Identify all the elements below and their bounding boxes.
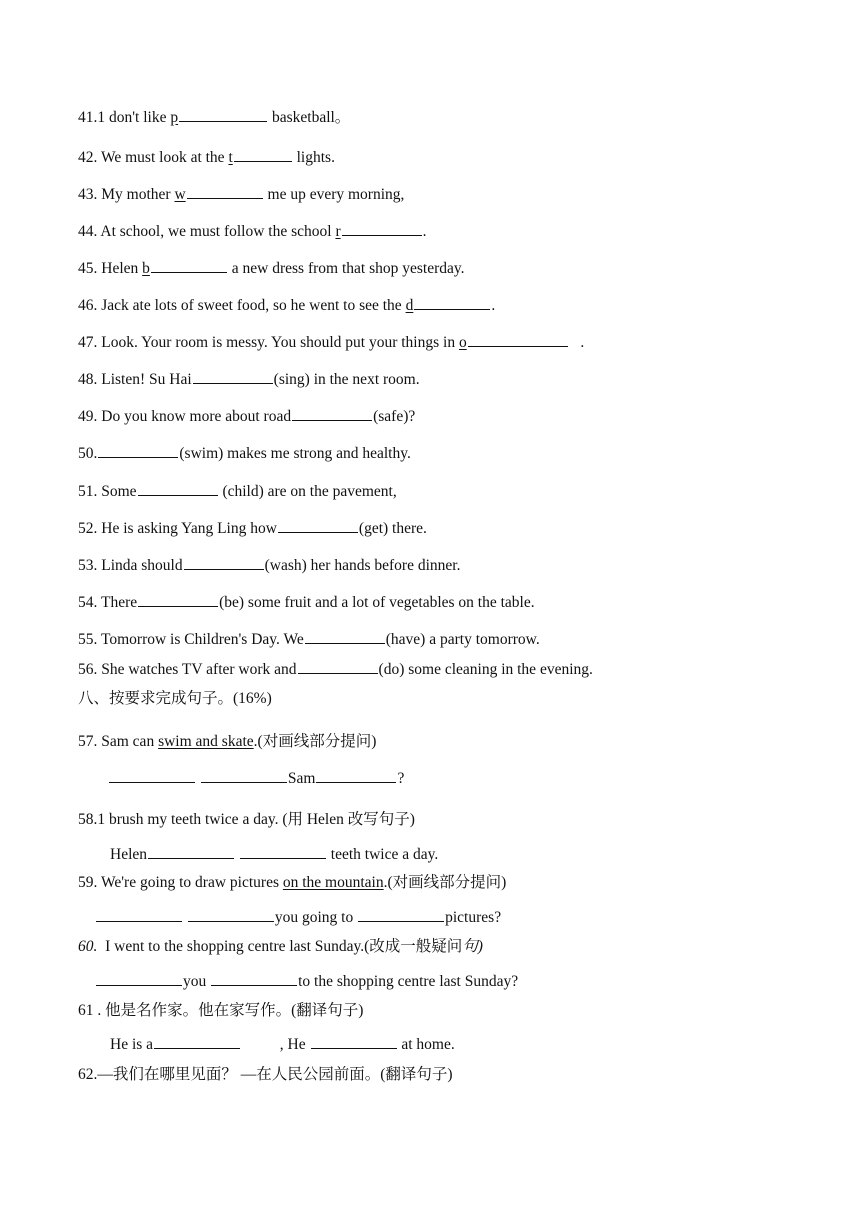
question-54: 54. There (be) some fruit and a lot of vegetables on the table. (78, 591, 535, 613)
question-55: 55. Tomorrow is Children's Day. We (have) a party tomorrow. (78, 628, 540, 650)
question-61: 61 . 他是名作家。他在家写作。(翻译句子) (78, 1002, 364, 1019)
answer-blank[interactable] (298, 658, 378, 674)
answer-blank[interactable] (138, 480, 218, 496)
answer-blank[interactable] (201, 767, 287, 783)
question-58: 58.1 brush my teeth twice a day. (用 Helen 改写句子) (78, 811, 415, 828)
answer-blank[interactable] (98, 442, 178, 458)
answer-blank[interactable] (109, 767, 195, 783)
question-59: 59. We're going to draw pictures on the mountain.(对画线部分提问) (78, 874, 507, 891)
answer-blank[interactable] (193, 368, 273, 384)
question-47: 47. Look. Your room is messy. You should put your things in o . (78, 331, 584, 353)
answer-blank[interactable] (316, 767, 396, 783)
underlined-phrase: swim and skate (158, 733, 254, 750)
answer-line-57: Sam ? (108, 767, 404, 789)
answer-blank[interactable] (468, 331, 568, 347)
answer-blank[interactable] (240, 843, 326, 859)
question-43: 43. My mother w me up every morning, (78, 183, 404, 205)
answer-blank[interactable] (311, 1033, 397, 1049)
hint-letter: t (228, 149, 233, 166)
answer-blank[interactable] (148, 843, 234, 859)
question-52: 52. He is asking Yang Ling how (get) there. (78, 517, 427, 539)
answer-blank[interactable] (342, 220, 422, 236)
answer-blank[interactable] (414, 294, 490, 310)
answer-blank[interactable] (292, 405, 372, 421)
question-57: 57. Sam can swim and skate.(对画线部分提问) (78, 733, 377, 750)
answer-blank[interactable] (188, 906, 274, 922)
answer-blank[interactable] (96, 970, 182, 986)
question-49: 49. Do you know more about road (safe)? (78, 405, 415, 427)
answer-line-60: you to the shopping centre last Sunday? (95, 970, 518, 992)
hint-letter: p (170, 109, 179, 126)
hint-letter: r (335, 223, 341, 240)
question-48: 48. Listen! Su Hai (sing) in the next room. (78, 368, 420, 390)
question-42: 42. We must look at the t lights. (78, 146, 335, 168)
answer-line-59: you going to pictures? (95, 906, 501, 928)
question-46: 46. Jack ate lots of sweet food, so he went to see the d . (78, 294, 495, 316)
answer-blank[interactable] (96, 906, 182, 922)
question-53: 53. Linda should (wash) her hands before dinner. (78, 554, 460, 576)
answer-blank[interactable] (184, 554, 264, 570)
answer-line-61: He is a , He at home. (110, 1033, 455, 1055)
underlined-phrase: on the mountain (282, 874, 384, 891)
hint-letter: d (405, 297, 414, 314)
question-62: 62.—我们在哪里见面？ —在人民公园前面。(翻译句子) (78, 1066, 453, 1083)
answer-blank[interactable] (305, 628, 385, 644)
answer-line-58: Helen teeth twice a day. (110, 843, 438, 865)
answer-blank[interactable] (358, 906, 444, 922)
question-45: 45. Helen b a new dress from that shop yesterday. (78, 257, 465, 279)
question-51: 51. Some (child) are on the pavement, (78, 480, 397, 502)
hint-letter: b (142, 260, 150, 277)
answer-blank[interactable] (211, 970, 297, 986)
question-60: 60. I went to the shopping centre last Sunday.(改成一般疑问句) (78, 938, 483, 955)
question-44: 44. At school, we must follow the school r . (78, 220, 427, 242)
answer-blank[interactable] (179, 106, 267, 122)
hint-letter: w (174, 186, 186, 203)
question-41: 41.1 don't like p basketball。 (78, 106, 350, 128)
question-56: 56. She watches TV after work and (do) some cleaning in the evening. (78, 658, 593, 680)
answer-blank[interactable] (138, 591, 218, 607)
section-title: 八、按要求完成句子。(16%) (78, 690, 272, 707)
hint-letter: o (458, 334, 467, 351)
answer-blank[interactable] (151, 257, 227, 273)
answer-blank[interactable] (234, 146, 292, 162)
answer-blank[interactable] (154, 1033, 240, 1049)
question-50: 50. (swim) makes me strong and healthy. (78, 442, 411, 464)
answer-blank[interactable] (187, 183, 263, 199)
answer-blank[interactable] (278, 517, 358, 533)
